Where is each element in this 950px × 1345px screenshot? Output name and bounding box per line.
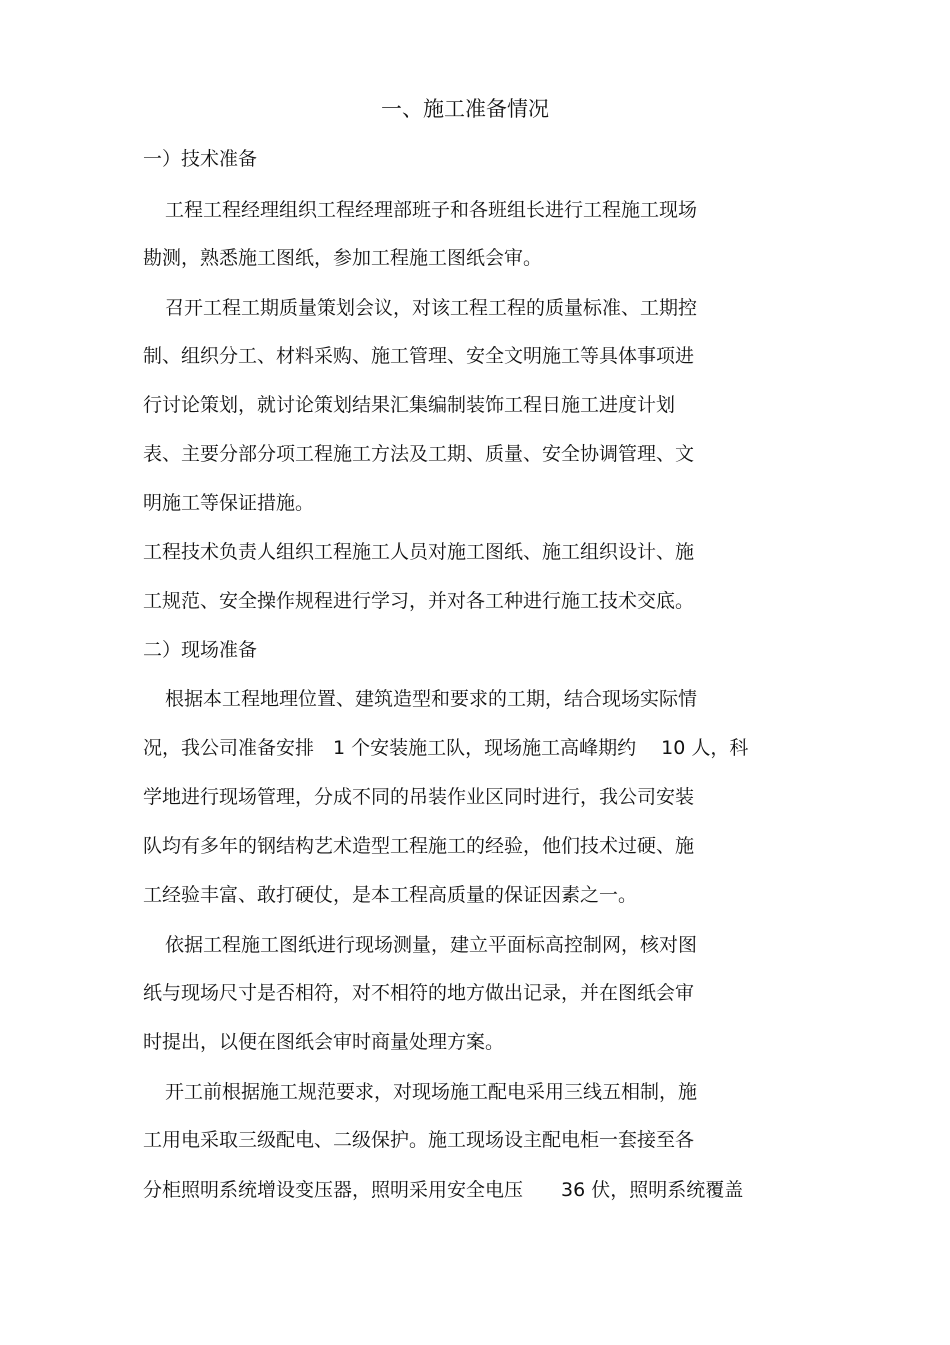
paragraph-line: 工程工程经理组织工程经理部班子和各班组长进行工程施工现场	[165, 199, 698, 221]
paragraph-line: 工用电采取三级配电、二级保护。施工现场设主配电柜一套接至各	[143, 1129, 695, 1151]
paragraph-line: 行讨论策划，就讨论策划结果汇集编制装饰工程日施工进度计划	[143, 394, 676, 416]
paragraph-line: 纸与现场尺寸是否相符，对不相符的地方做出记录，并在图纸会审	[143, 982, 695, 1004]
paragraph-line: 学地进行现场管理，分成不同的吊装作业区同时进行，我公司安装	[143, 786, 695, 808]
paragraph-line: 分柜照明系统增设变压器，照明采用安全电压 36 伏，照明系统覆盖	[143, 1179, 744, 1201]
paragraph-line: 根据本工程地理位置、建筑造型和要求的工期，结合现场实际情	[165, 688, 698, 710]
paragraph-line: 工规范、安全操作规程进行学习，并对各工种进行施工技术交底。	[143, 590, 695, 612]
paragraph-line: 工经验丰富、敢打硬仗，是本工程高质量的保证因素之一。	[143, 884, 638, 906]
paragraph-line: 队均有多年的钢结构艺术造型工程施工的经验，他们技术过硬、施	[143, 835, 695, 857]
subsection-heading-technical: 一）技术准备	[143, 148, 258, 170]
paragraph-line: 工程技术负责人组织工程施工人员对施工图纸、施工组织设计、施	[143, 541, 695, 563]
paragraph-line: 召开工程工期质量策划会议，对该工程工程的质量标准、工期控	[165, 297, 698, 319]
paragraph-line: 勘测，熟悉施工图纸，参加工程施工图纸会审。	[143, 247, 543, 269]
paragraph-line: 制、组织分工、材料采购、施工管理、安全文明施工等具体事项进	[143, 345, 695, 367]
paragraph-line: 明施工等保证措施。	[143, 492, 315, 514]
paragraph-line: 况，我公司准备安排 1 个安装施工队，现场施工高峰期约 10 人，科	[143, 737, 749, 759]
paragraph-line: 表、主要分部分项工程施工方法及工期、质量、安全协调管理、文	[143, 443, 695, 465]
subsection-heading-site: 二）现场准备	[143, 639, 258, 661]
paragraph-line: 依据工程施工图纸进行现场测量，建立平面标高控制网，核对图	[165, 934, 698, 956]
paragraph-line: 开工前根据施工规范要求，对现场施工配电采用三线五相制，施	[165, 1081, 698, 1103]
paragraph-line: 时提出，以便在图纸会审时商量处理方案。	[143, 1031, 505, 1053]
section-title: 一、施工准备情况	[381, 97, 549, 121]
